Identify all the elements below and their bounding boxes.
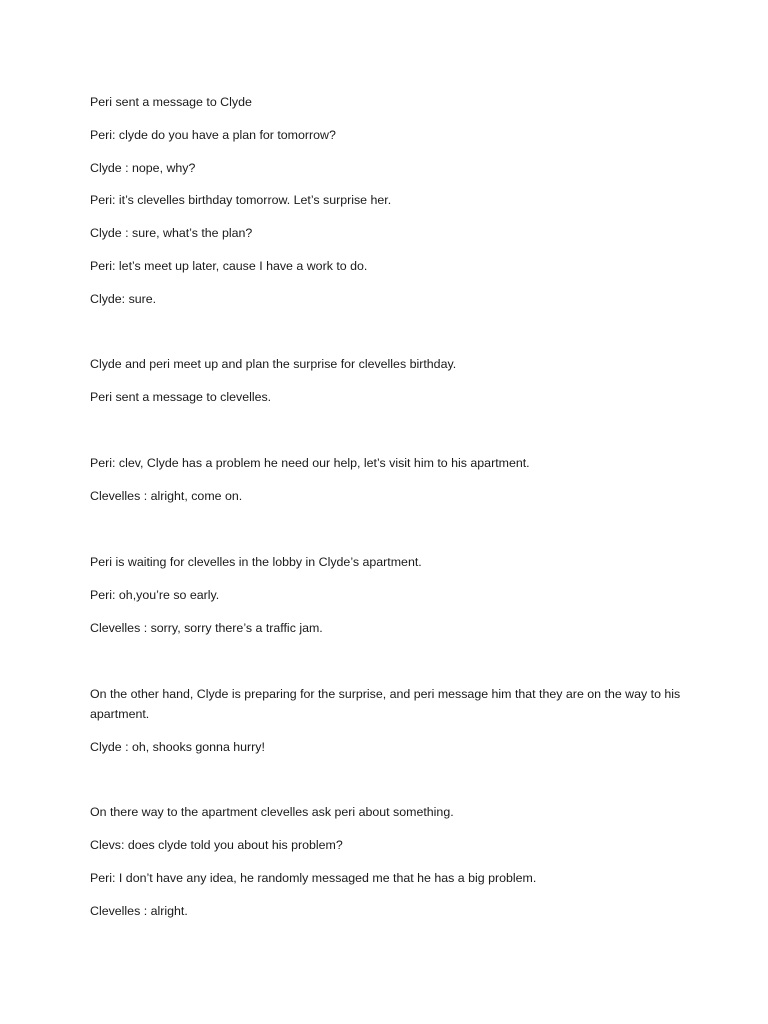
paragraph-7: Clyde: sure. bbox=[90, 292, 157, 306]
paragraph-1: Peri sent a message to Clyde bbox=[90, 95, 252, 109]
paragraph-17: On there way to the apartment clevelles ask peri about something. bbox=[90, 805, 454, 819]
paragraph-3: Clyde : nope, why? bbox=[90, 161, 196, 175]
paragraph-13: Peri: oh,you’re so early. bbox=[90, 588, 220, 602]
paragraph-6: Peri: let’s meet up later, cause I have a work to do. bbox=[90, 259, 368, 273]
paragraph-11: Clevelles : alright, come on. bbox=[90, 489, 243, 503]
paragraph-18: Clevs: does clyde told you about his problem? bbox=[90, 838, 343, 852]
paragraph-12: Peri is waiting for clevelles in the lobby in Clyde’s apartment. bbox=[90, 555, 422, 569]
paragraph-5: Clyde : sure, what’s the plan? bbox=[90, 226, 253, 240]
paragraph-4: Peri: it’s clevelles birthday tomorrow. Let’s surprise her. bbox=[90, 193, 392, 207]
paragraph-14: Clevelles : sorry, sorry there’s a traffic jam. bbox=[90, 621, 323, 635]
paragraph-19: Peri: I don’t have any idea, he randomly messaged me that he has a big problem. bbox=[90, 871, 537, 885]
paragraph-2: Peri: clyde do you have a plan for tomorrow? bbox=[90, 128, 336, 142]
paragraph-8: Clyde and peri meet up and plan the surprise for clevelles birthday. bbox=[90, 357, 457, 371]
paragraph-9: Peri sent a message to clevelles. bbox=[90, 390, 272, 404]
paragraph-15: On the other hand, Clyde is preparing for the surprise, and peri message him that they are on the way to his apartment. bbox=[90, 687, 681, 721]
paragraph-16: Clyde : oh, shooks gonna hurry! bbox=[90, 740, 265, 754]
paragraph-20: Clevelles : alright. bbox=[90, 904, 188, 918]
paragraph-10: Peri: clev, Clyde has a problem he need our help, let’s visit him to his apartment. bbox=[90, 456, 530, 470]
